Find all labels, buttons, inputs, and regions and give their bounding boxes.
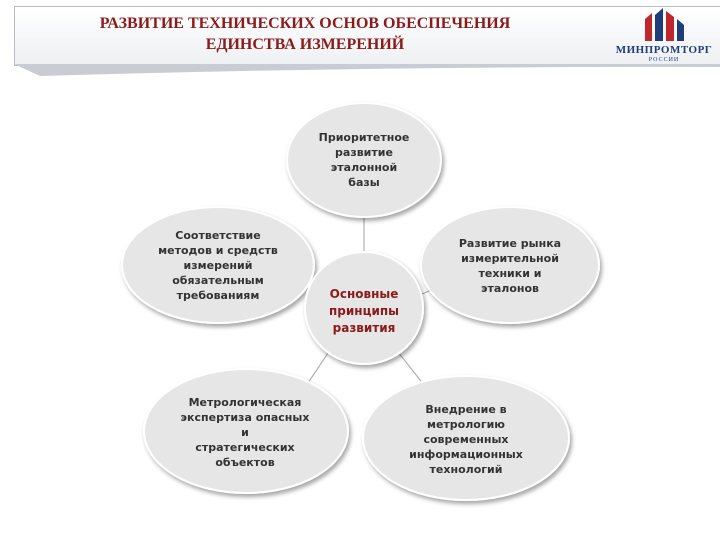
node-market: Развитие рынка измерительной техники и эталонов xyxy=(458,237,562,295)
node-compliance: Соответствие методов и средств измерений обязательным требованиям xyxy=(158,228,278,302)
slide-title: РАЗВИТИЕ ТЕХНИЧЕСКИХ ОСНОВ ОБЕСПЕЧЕНИЯ ЕДИНСТВА ИЗМЕРЕНИЙ xyxy=(99,15,511,53)
logo-text: МИНПРОМТОРГ xyxy=(615,44,713,56)
node-reference-base: Приоритетное развитие эталонной базы xyxy=(318,131,410,189)
node-it: Внедрение в метрологию современных информационных технологий xyxy=(409,402,523,476)
center-label: Основные принципы развития xyxy=(328,286,400,335)
node-expertise: Метрологическая экспертиза опасных и стратегических объектов xyxy=(180,395,310,469)
logo-subtext: РОССИИ xyxy=(648,57,680,63)
